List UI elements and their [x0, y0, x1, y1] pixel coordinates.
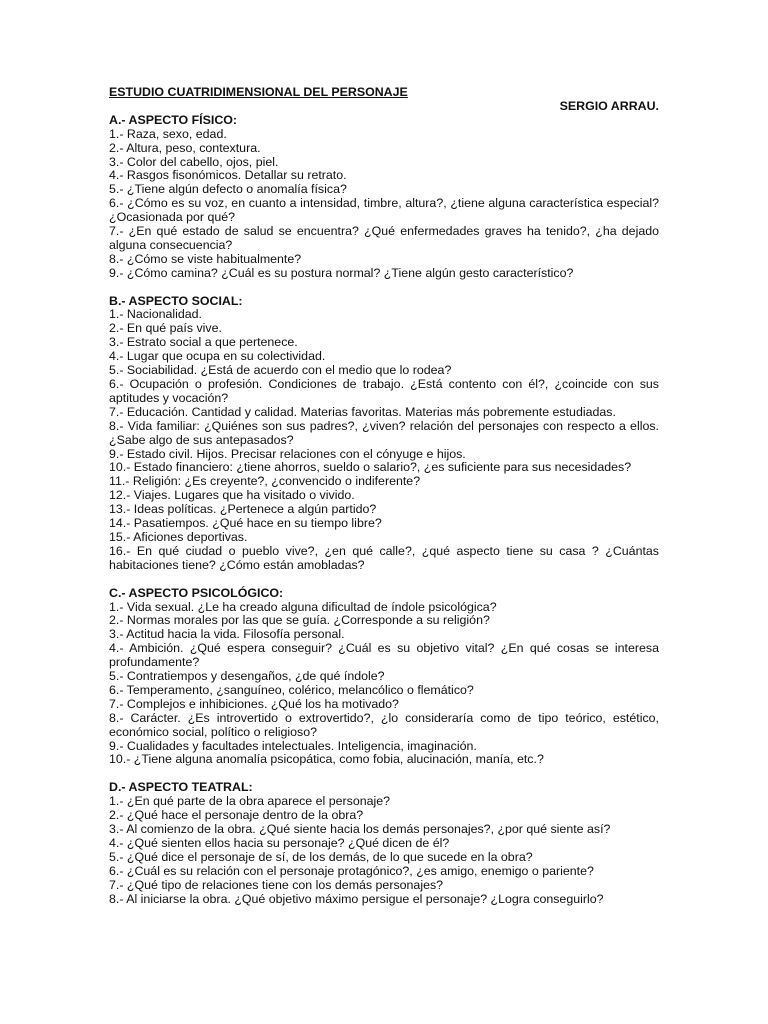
list-item: 7.- Educación. Cantidad y calidad. Materias favoritas. Materias más pobremente estudiadas. [109, 404, 616, 419]
list-item: 5.- Contratiempos y desengaños, ¿de qué índole? [109, 669, 385, 684]
list-item: 5.- ¿Qué dice el personaje de sí, de los demás, de lo que sucede en la obra? [109, 849, 533, 864]
list-item: 4.- Lugar que ocupa en su colectividad. [109, 349, 326, 364]
document-author: SERGIO ARRAU. [559, 98, 659, 113]
list-item: 16.- En qué ciudad o pueblo vive?, ¿en qué calle?, ¿qué aspecto tiene su casa ? ¿Cuántas habitaciones tiene? ¿Cómo están amobladas? [109, 543, 659, 572]
document-page [109, 86, 659, 920]
list-item: 2.- En qué país vive. [109, 321, 222, 336]
section-heading: D.- ASPECTO TEATRAL: [109, 780, 253, 795]
section-1 [109, 114, 659, 281]
document-title: ESTUDIO CUATRIDIMENSIONAL DEL PERSONAJE [109, 85, 408, 99]
list-item: 2.- ¿Qué hace el personaje dentro de la obra? [109, 808, 364, 823]
list-item: 12.- Viajes. Lugares que ha visitado o vivido. [109, 488, 355, 503]
list-item: 1.- ¿En qué parte de la obra aparece el personaje? [109, 794, 391, 809]
list-item: 11.- Religión: ¿Es creyente?, ¿convencido o indiferente? [109, 474, 421, 489]
list-item: 1.- Vida sexual. ¿Le ha creado alguna dificultad de índole psicológica? [109, 599, 497, 614]
list-item: 7.- ¿En qué estado de salud se encuentra? ¿Qué enfermedades graves ha tenido?, ¿ha dejado alguna consecuencia? [109, 224, 659, 252]
list-item: 6.- Temperamento, ¿sanguíneo, colérico, melancólico o flemático? [109, 682, 474, 697]
list-item: 9.- Cualidades y facultades intelectuales. Inteligencia, imaginación. [109, 738, 477, 753]
list-item: 3.- Actitud hacia la vida. Filosofía personal. [109, 627, 345, 642]
list-item: 4.- Rasgos fisonómicos. Detallar su retrato. [109, 168, 347, 183]
list-item: 5.- ¿Tiene algún defecto o anomalía física? [109, 182, 347, 197]
list-item: 8.- Al iniciarse la obra. ¿Qué objetivo máximo persigue el personaje? ¿Logra conseguirlo? [109, 891, 604, 906]
section-heading: C.- ASPECTO PSICOLÓGICO: [109, 585, 284, 600]
list-item: 9.- ¿Cómo camina? ¿Cuál es su postura normal? ¿Tiene algún gesto característico? [109, 265, 574, 280]
list-item: 1.- Nacionalidad. [109, 307, 202, 322]
list-item: 8.- ¿Cómo se viste habitualmente? [109, 251, 302, 266]
list-item: 6.- ¿Cuál es su relación con el personaje protagónico?, ¿es amigo, enemigo o pariente? [109, 863, 594, 878]
list-item: 15.- Aficiones deportivas. [109, 529, 248, 544]
list-item: 3.- Al comienzo de la obra. ¿Qué siente hacia los demás personajes?, ¿por qué siente así? [109, 821, 611, 836]
document-sections [109, 114, 659, 907]
list-item: 8.- Vida familiar: ¿Quiénes son sus padres?, ¿viven? relación del personajes con respecto a ellos. ¿Sabe algo de sus antepasados? [109, 418, 659, 447]
section-heading: B.- ASPECTO SOCIAL: [109, 293, 243, 308]
list-item: 9.- Estado civil. Hijos. Precisar relaciones con el cónyuge e hijos. [109, 446, 466, 461]
list-item: 4.- Ambición. ¿Qué espera conseguir? ¿Cuál es su objetivo vital? ¿En qué cosas se interesa profundamente? [109, 641, 659, 670]
list-item: 10.- Estado financiero: ¿tiene ahorros, sueldo o salario?, ¿es suficiente para sus necesidades? [109, 460, 632, 475]
list-item: 5.- Sociabilidad. ¿Está de acuerdo con el medio que lo rodea? [109, 363, 452, 378]
list-item: 2.- Normas morales por las que se guía. ¿Corresponde a su religión? [109, 613, 490, 628]
section-4 [109, 781, 659, 906]
list-item: 8.- Carácter. ¿Es introvertido o extrovertido?, ¿lo consideraría como de tipo teórico, estético, económico social, político o religioso? [109, 710, 659, 739]
list-item: 3.- Color del cabello, ojos, piel. [109, 154, 279, 169]
list-item: 2.- Altura, peso, contextura. [109, 140, 261, 155]
list-item: 3.- Estrato social a que pertenece. [109, 335, 298, 350]
list-item: 1.- Raza, sexo, edad. [109, 126, 227, 141]
list-item: 6.- Ocupación o profesión. Condiciones de trabajo. ¿Está contento con él?, ¿coincide con sus aptitudes y vocación? [109, 377, 659, 405]
section-3 [109, 587, 659, 768]
section-heading: A.- ASPECTO FÍSICO: [109, 112, 238, 127]
list-item: 6.- ¿Cómo es su voz, en cuanto a intensidad, timbre, altura?, ¿tiene alguna característica especial? ¿Ocasionada por qué? [109, 196, 659, 225]
section-2 [109, 295, 659, 573]
list-item: 14.- Pasatiempos. ¿Qué hace en su tiempo libre? [109, 516, 382, 531]
list-item: 7.- ¿Qué tipo de relaciones tiene con los demás personajes? [109, 877, 444, 892]
list-item: 4.- ¿Qué sienten ellos hacia su personaje? ¿Qué dicen de él? [109, 835, 450, 850]
list-item: 13.- Ideas políticas. ¿Pertenece a algún partido? [109, 502, 377, 517]
list-item: 10.- ¿Tiene alguna anomalía psicopática, como fobia, alucinación, manía, etc.? [109, 752, 544, 767]
list-item: 7.- Complejos e inhibiciones. ¿Qué los ha motivado? [109, 696, 399, 711]
